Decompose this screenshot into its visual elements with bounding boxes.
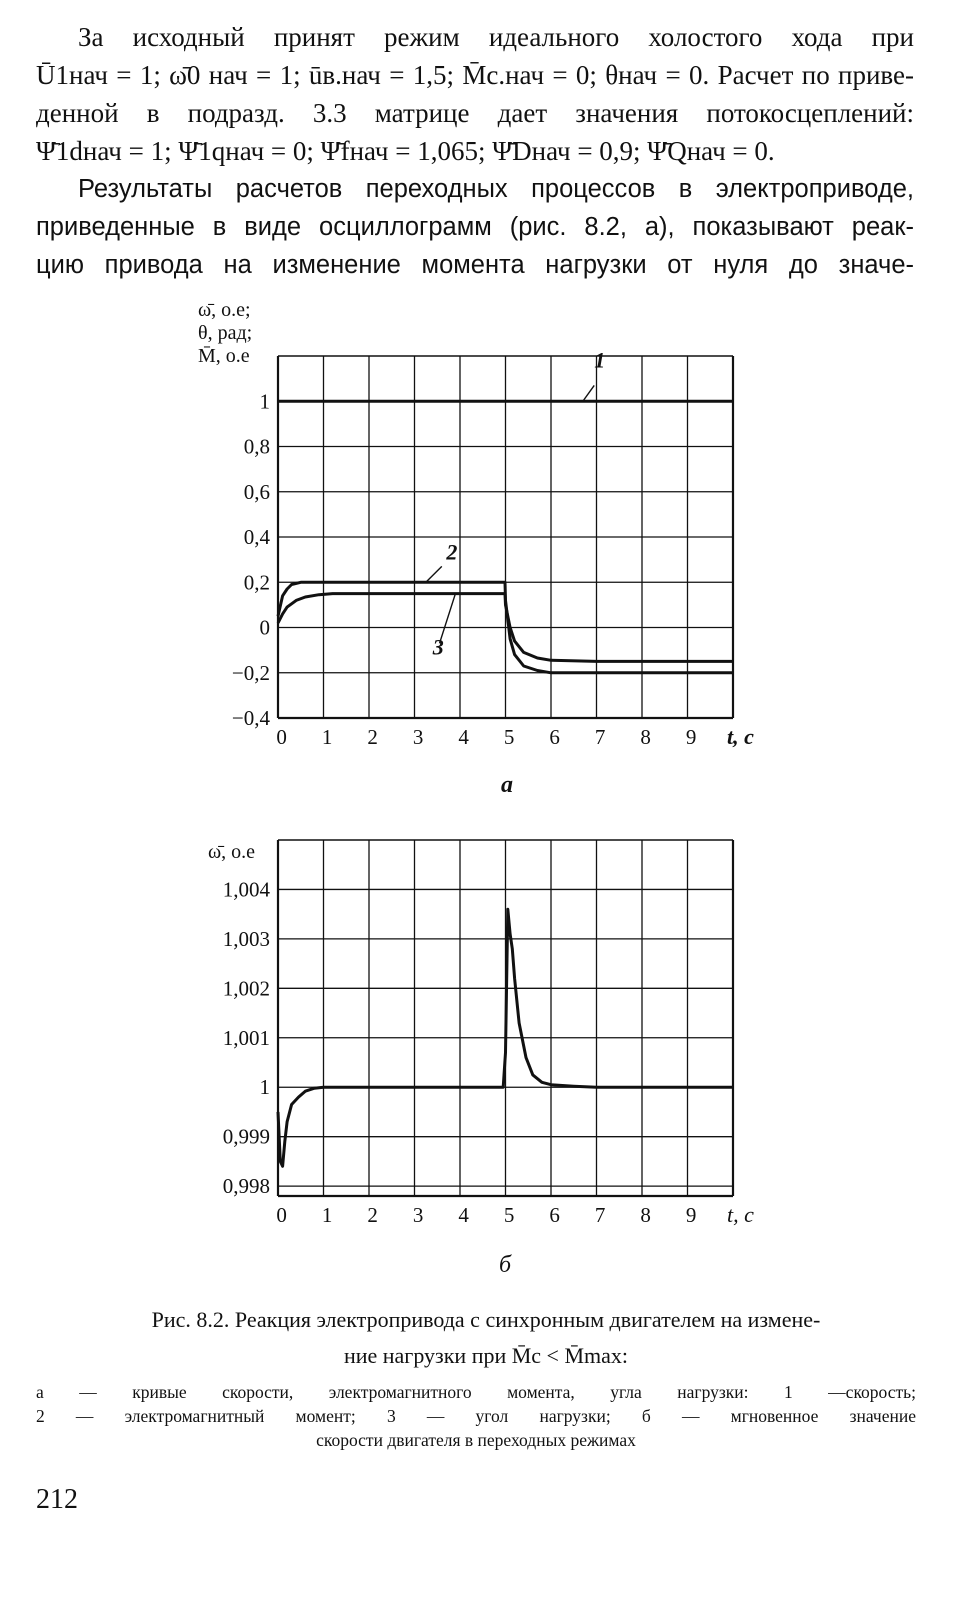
legend-line-2: 2 — электромагнитный момент; 3 — угол нагрузки; б — мгновенное значение — [36, 1406, 916, 1426]
results-line-3: цию привода на изменение момента нагрузки от нуля до значе- — [36, 251, 914, 279]
caption-line-2: ние нагрузки при M̄с < M̄max: — [343, 1343, 629, 1368]
x-tick-label: 2 — [367, 1203, 378, 1227]
x-tick-label: 4 — [458, 725, 469, 749]
figure-a-ylabel — [198, 299, 252, 367]
y-tick-label: 0,998 — [222, 1174, 270, 1199]
x-tick-label: 7 — [594, 1203, 606, 1227]
results-line-1: Результаты расчетов переходных процессов в электроприводе, — [78, 175, 914, 203]
figure-b-y-ticks — [223, 877, 271, 1198]
x-tick-label: 6 — [549, 725, 560, 749]
y-tick-label: 1,001 — [222, 1025, 270, 1050]
x-tick-label: 0 — [276, 1203, 287, 1227]
y-tick-label: 1,004 — [222, 877, 270, 902]
x-tick-label: 3 — [412, 725, 424, 749]
figure-b-panel-label: б — [498, 1252, 512, 1278]
y-tick-label: 0,4 — [243, 525, 270, 549]
legend-line-1: а — кривые скорости, электромагнитного момента, угла нагрузки: 1 —скорость; — [36, 1382, 916, 1402]
intro-line-3: денной в подразд. 3.3 матрице дает значения потокосцеплений: — [36, 98, 914, 128]
x-tick-label: 5 — [503, 1203, 515, 1227]
y-tick-label: 1,003 — [222, 926, 270, 951]
intro-line-1: За исходный принят режим идеального холостого хода при — [78, 22, 914, 52]
figure-a-chart — [0, 290, 969, 800]
results-paragraph — [36, 170, 914, 284]
legend-line-3: скорости двигателя в переходных режимах — [316, 1430, 636, 1450]
y-tick-label: 0,6 — [243, 479, 270, 504]
x-tick-label: 1 — [321, 1203, 333, 1227]
x-tick-label: 9 — [685, 1203, 697, 1227]
y-tick-label: 1 — [259, 389, 270, 414]
intro-line-4: Ψ̄1dнач = 1; Ψ̄1qнач = 0; Ψ̄fнач = 1,065; Ψ̄Dнач = 0,9; Ψ̄Qнач = 0. — [36, 136, 775, 166]
y-axis-label: ω̄, о.е — [208, 841, 256, 863]
figure-a-annotations — [426, 347, 605, 659]
page-number: 212 — [36, 1484, 78, 1515]
curve-3-label: 3 — [432, 634, 444, 660]
y-tick-label: 1,002 — [222, 976, 270, 1001]
x-tick-label: 8 — [640, 725, 651, 749]
figure-b-x-ticks — [276, 1203, 696, 1227]
figure-a-xlabel: t, с — [727, 724, 754, 749]
x-tick-label: 5 — [503, 725, 515, 749]
curve-1-leader — [583, 385, 594, 401]
curve-1-label: 1 — [594, 347, 606, 373]
x-tick-label: 0 — [276, 725, 287, 749]
x-tick-label: 6 — [549, 1203, 560, 1227]
y-tick-label: 1 — [259, 1075, 270, 1100]
figure-a-y-ticks — [232, 389, 271, 730]
y-axis-label: ω̄, о.е; — [198, 299, 251, 321]
intro-line-2: Ū1нач = 1; ω̄0 нач = 1; ūв.нач = 1,5; M̄с.нач = 0; θнач = 0. Расчет по приве- — [36, 60, 914, 90]
x-tick-label: 8 — [640, 1203, 651, 1227]
figure-legend — [36, 1380, 916, 1452]
figure-a-panel-label: а — [501, 772, 513, 798]
figure-b-chart — [0, 828, 969, 1283]
results-line-2: приведенные в виде осциллограмм (рис. 8.2, а), показывают реак- — [36, 213, 914, 241]
x-tick-label: 1 — [321, 725, 333, 749]
x-tick-label: 3 — [412, 1203, 424, 1227]
x-tick-label: 2 — [367, 725, 378, 749]
y-axis-label: θ, рад; — [198, 322, 253, 344]
figure-caption — [36, 1302, 936, 1374]
x-tick-label: 7 — [594, 725, 606, 749]
figure-a-grid — [278, 356, 733, 718]
figure-a-x-ticks — [276, 725, 696, 749]
x-tick-label: 4 — [458, 1203, 469, 1227]
x-tick-label: 9 — [685, 725, 697, 749]
y-tick-label: 0,8 — [243, 434, 270, 459]
y-axis-label: M̄, о.е — [198, 345, 250, 367]
y-tick-label: −0,4 — [231, 706, 270, 730]
figure-b-xlabel: t, с — [727, 1202, 754, 1227]
y-tick-label: 0 — [259, 615, 270, 640]
figure-b-ylabel — [208, 841, 255, 863]
curve-2-label: 2 — [446, 539, 458, 565]
y-tick-label: 0,999 — [222, 1124, 270, 1149]
y-tick-label: 0,2 — [243, 570, 270, 595]
curve-2-leader — [426, 566, 442, 582]
intro-paragraph — [36, 18, 914, 170]
y-tick-label: −0,2 — [231, 660, 270, 685]
caption-line-1: Рис. 8.2. Реакция электропривода с синхронным двигателем на измене- — [151, 1307, 821, 1332]
